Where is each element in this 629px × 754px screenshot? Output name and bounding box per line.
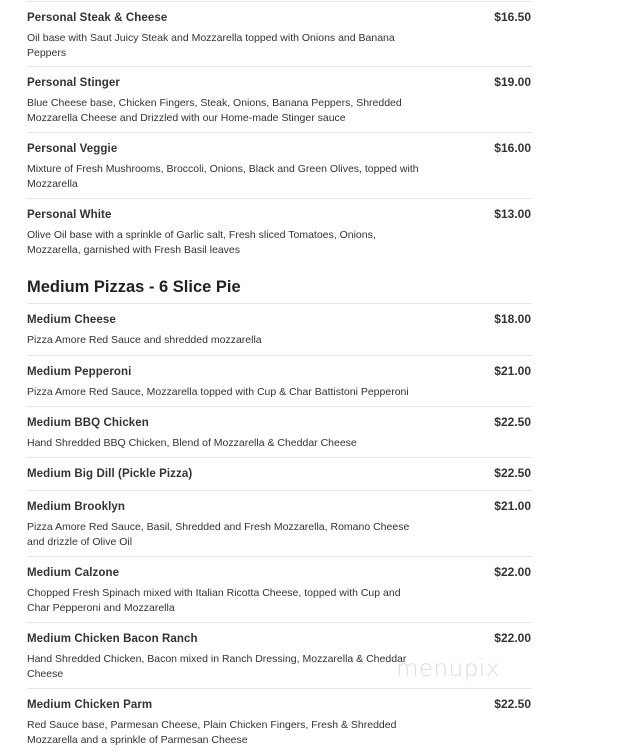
item-description: Olive Oil base with a sprinkle of Garlic salt, Fresh sliced Tomatoes, Onions, Mozzarella, garnished with Fresh Basil leaves [27,229,376,256]
item-name: Medium Calzone [27,567,120,579]
menu-item [27,198,532,264]
item-name: Personal White [27,209,112,221]
item-price: $16.50 [494,10,531,24]
item-price: $18.00 [494,312,531,326]
item-name: Medium Brooklyn [27,501,125,513]
menu-item [27,303,532,355]
watermark-logo: menupix [396,656,500,682]
item-name: Medium BBQ Chicken [27,417,149,429]
item-name: Personal Veggie [27,143,118,155]
menu-item [27,1,532,66]
item-price: $22.00 [494,631,531,645]
item-price: $22.50 [494,466,531,480]
item-price: $19.00 [494,75,531,89]
item-price: $21.00 [494,364,531,378]
menu-item [27,490,532,556]
item-price: $22.50 [494,415,531,429]
item-description: Hand Shredded BBQ Chicken, Blend of Mozzarella & Cheddar Cheese [27,437,357,449]
item-description: Red Sauce base, Parmesan Cheese, Plain Chicken Fingers, Fresh & Shredded Mozzarella and a sprinkle of Parmesan Cheese [27,719,397,746]
item-price: $21.00 [494,499,531,513]
item-name: Medium Chicken Bacon Ranch [27,633,198,645]
item-description: Pizza Amore Red Sauce and shredded mozzarella [27,334,262,346]
item-price: $13.00 [494,207,531,221]
item-description: Mixture of Fresh Mushrooms, Broccoli, Onions, Black and Green Olives, topped with Mozzarella [27,163,419,190]
section-title: Medium Pizzas - 6 Slice Pie [27,278,241,296]
item-name: Medium Big Dill (Pickle Pizza) [27,468,193,480]
item-name: Personal Stinger [27,77,120,89]
section-medium-pizzas [27,277,532,754]
item-description: Chopped Fresh Spinach mixed with Italian Ricotta Cheese, topped with Cup and Char Pepperoni and Mozzarella [27,587,401,614]
menu-item [27,355,532,406]
menu-item [27,66,532,132]
item-description: Blue Cheese base, Chicken Fingers, Steak, Onions, Banana Peppers, Shredded Mozzarella Cheese and Drizzled with our Home-made Stinger sauce [27,97,402,124]
item-description: Pizza Amore Red Sauce, Basil, Shredded and Fresh Mozzarella, Romano Cheese and drizzle of Olive Oil [27,521,410,548]
menu [27,0,532,754]
item-name: Medium Cheese [27,314,116,326]
menu-item [27,457,532,490]
menu-item [27,688,532,754]
item-name: Medium Pepperoni [27,366,132,378]
menu-item [27,622,532,688]
item-price: $22.00 [494,565,531,579]
item-description: Pizza Amore Red Sauce, Mozzarella topped with Cup & Char Battistoni Pepperoni [27,386,409,398]
item-description: Hand Shredded Chicken, Bacon mixed in Ranch Dressing, Mozzarella & Cheddar Cheese [27,653,407,680]
menu-item [27,132,532,198]
item-price: $22.50 [494,697,531,711]
item-price: $16.00 [494,141,531,155]
menu-item [27,556,532,622]
menu-item [27,406,532,457]
item-name: Medium Chicken Parm [27,699,153,711]
section-personal-pizzas [27,0,532,264]
item-name: Personal Steak & Cheese [27,12,168,24]
item-description: Oil base with Saut Juicy Steak and Mozzarella topped with Onions and Banana Peppers [27,32,395,59]
